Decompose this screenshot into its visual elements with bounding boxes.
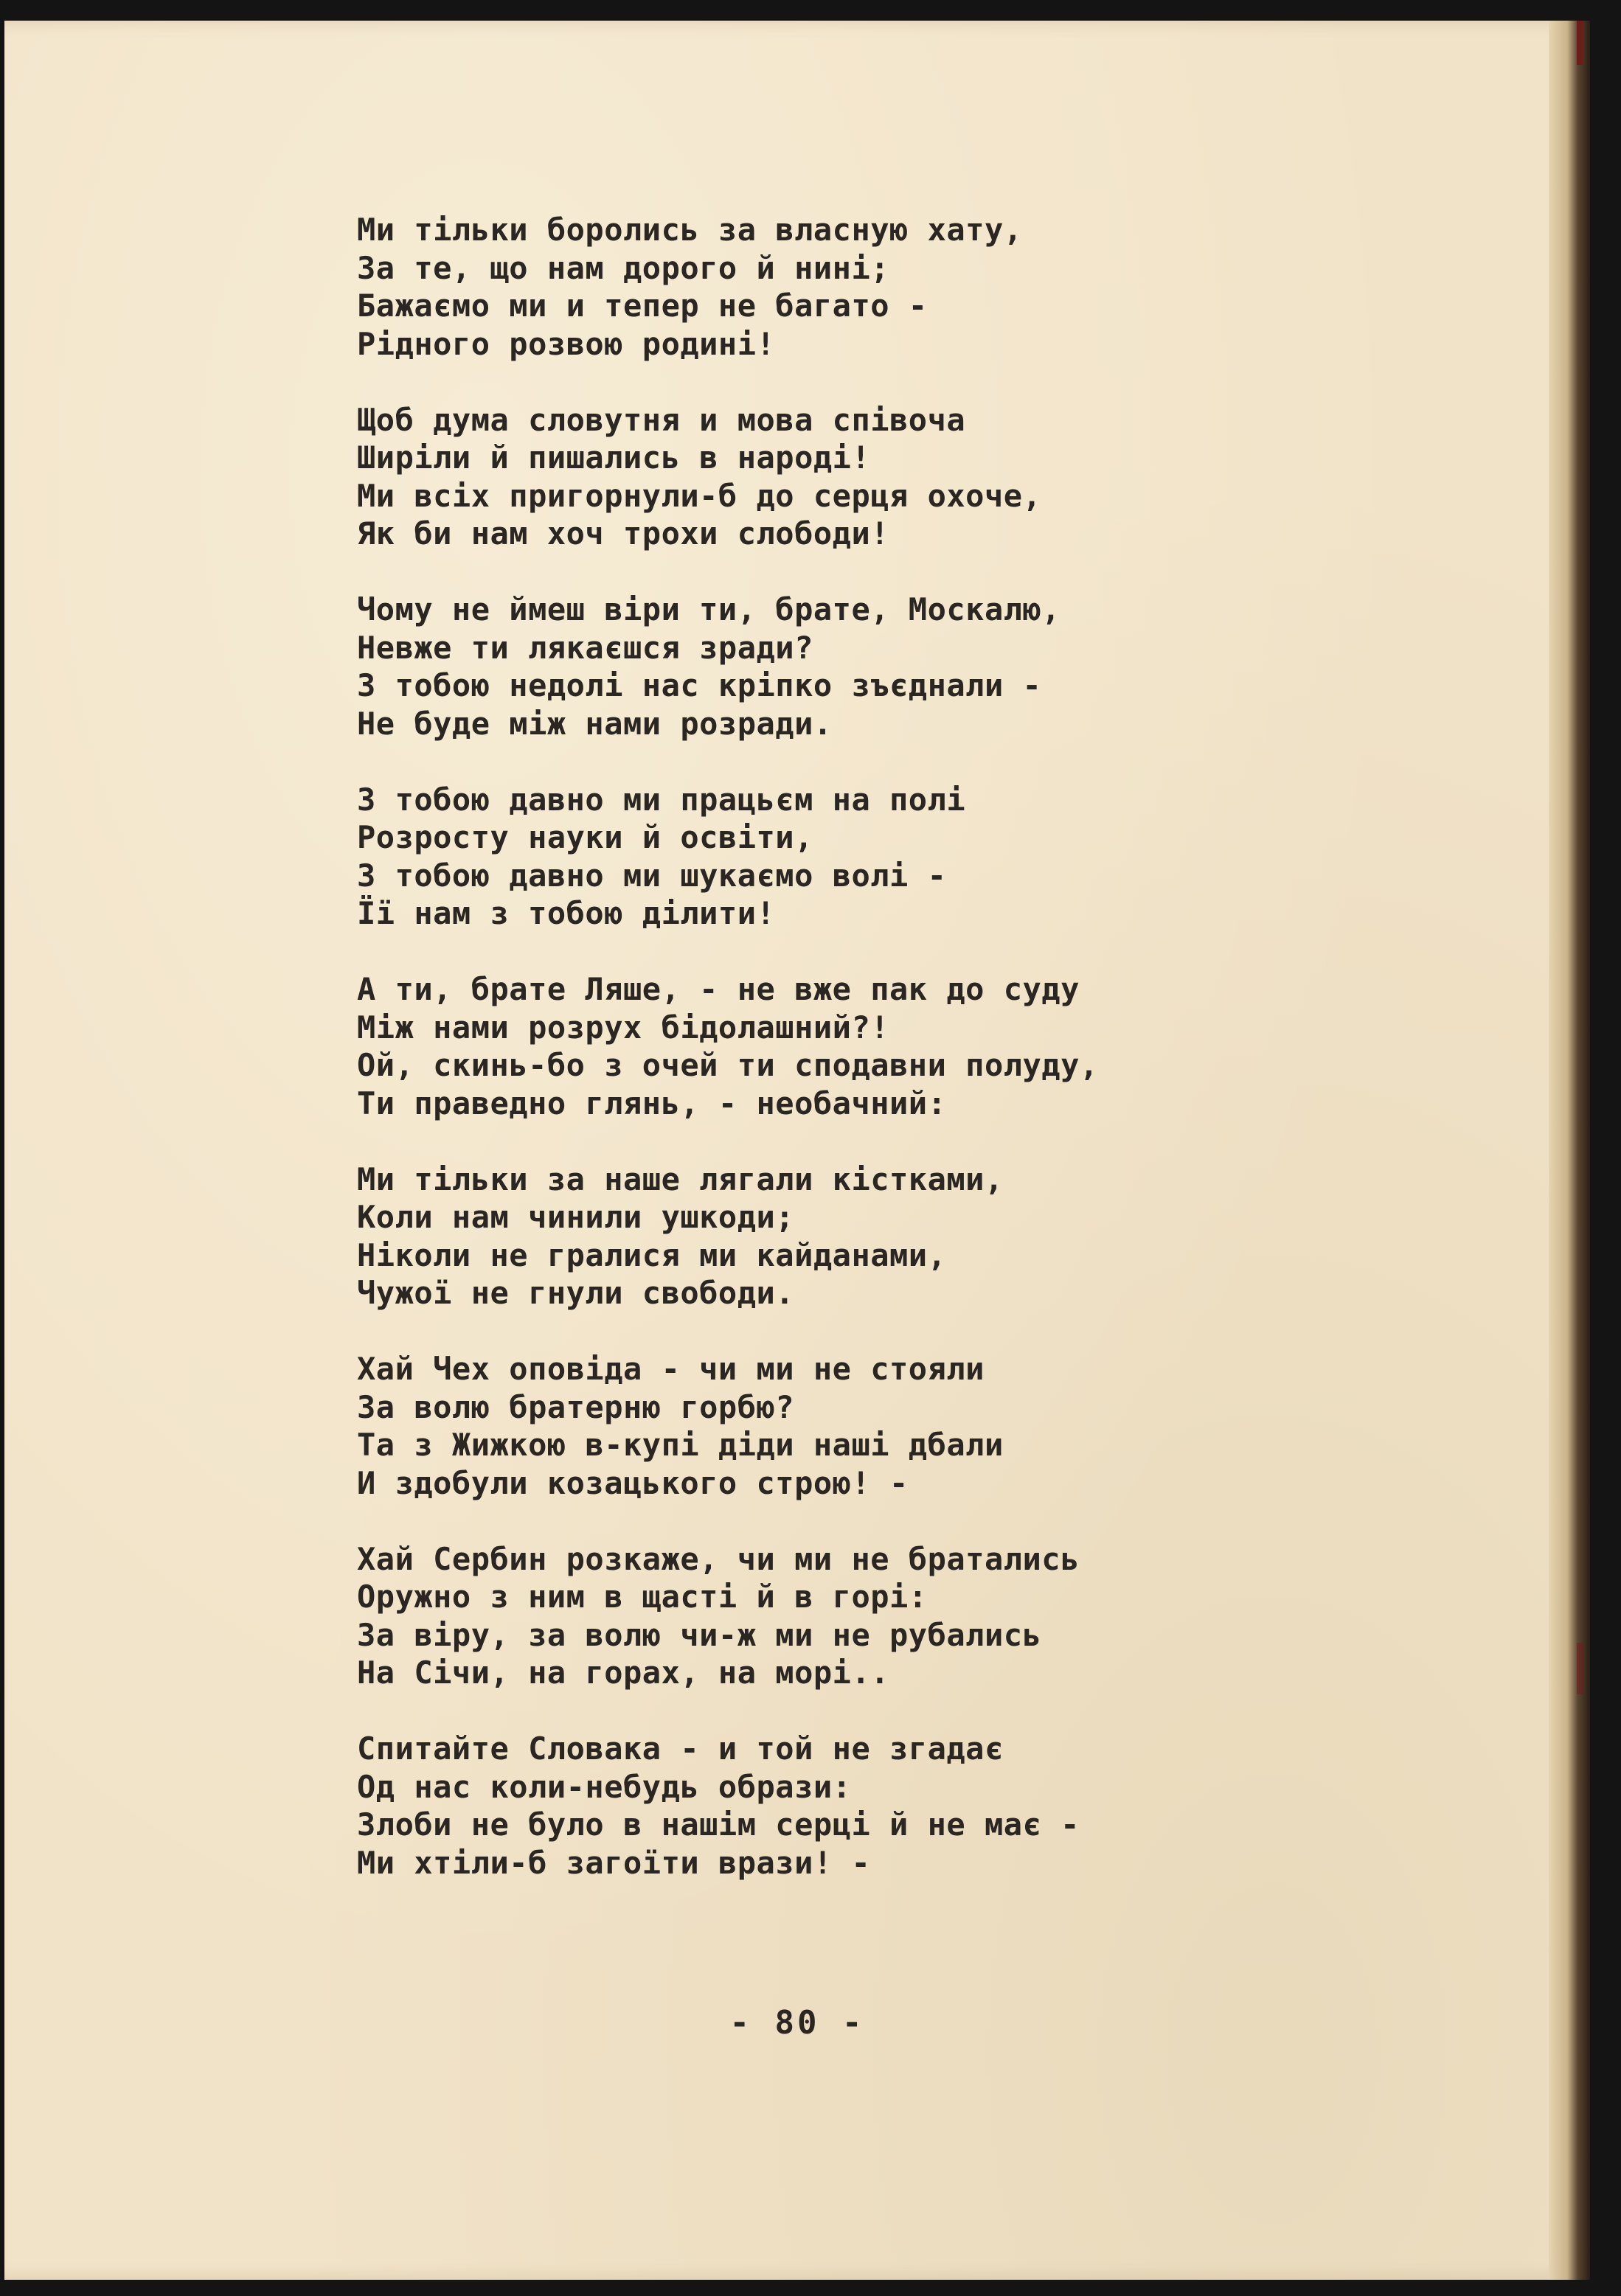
- poem-line: Спитайте Словака - и той не згадає: [357, 1730, 1004, 1767]
- page-number: - 80 -: [729, 2004, 865, 2042]
- poem-line: Щоб дума словутня и мова співоча: [357, 401, 966, 438]
- stanza-6: [357, 1161, 1552, 1312]
- spine-edge-mark: [1577, 1643, 1584, 1694]
- poem-line: З тобою давно ми працьєм на полі: [357, 781, 966, 818]
- poem-line: Чужої не гнули свободи.: [357, 1275, 795, 1311]
- poem-line: Од нас коли-небудь образи:: [357, 1768, 852, 1805]
- poem-line: Її нам з тобою ділити!: [357, 895, 776, 931]
- stanza-8: [357, 1540, 1552, 1692]
- poem-line: Оружно з ним в щасті й в горі:: [357, 1579, 928, 1615]
- poem-line: Чому не ймеш віри ти, брате, Москалю,: [357, 591, 1061, 627]
- poem-line: За те, що нам дорого й нині;: [357, 249, 890, 286]
- stanza-2: [357, 401, 1552, 553]
- poem-line: А ти, брате Ляше, - не вже пак до суду: [357, 971, 1080, 1007]
- spine-edge-mark: [1577, 21, 1584, 65]
- poem-line: Злоби не було в нашім серці й не має -: [357, 1806, 1080, 1843]
- stanza-5: [357, 970, 1552, 1122]
- poem-line: Ти праведно глянь, - необачний:: [357, 1085, 947, 1121]
- poem-line: Розросту науки й освіти,: [357, 819, 813, 855]
- poem-line: Коли нам чинили ушкоди;: [357, 1199, 795, 1235]
- poem-line: Ми всіх пригорнули-б до серця охоче,: [357, 477, 1042, 514]
- poem-line: Між нами розрух бідолашний?!: [357, 1009, 890, 1046]
- stanza-1: [357, 211, 1552, 363]
- poem-line: З тобою давно ми шукаємо волі -: [357, 857, 947, 894]
- poem-line: З тобою недолі нас кріпко зъєднали -: [357, 667, 1042, 703]
- stanza-9: [357, 1730, 1552, 1882]
- poem-line: И здобули козацького строю! -: [357, 1464, 909, 1501]
- poem-line: Ніколи не гралися ми кайданами,: [357, 1236, 947, 1273]
- poem-line: На Січи, на горах, на морі..: [357, 1655, 890, 1691]
- poem-line: Ой, скинь-бо з очей ти сподавни полуду,: [357, 1047, 1099, 1083]
- stanza-7: [357, 1350, 1552, 1502]
- poem-line: Хай Сербин розкаже, чи ми не братались: [357, 1540, 1080, 1577]
- poem-line: За віру, за волю чи-ж ми не рубались: [357, 1616, 1042, 1653]
- poem-line: Бажаємо ми и тепер не багато -: [357, 288, 928, 324]
- poem-line: Та з Жижкою в-купі діди наші дбали: [357, 1427, 1004, 1463]
- poem-line: Ми тільки боролись за власную хату,: [357, 212, 1023, 248]
- stanza-4: [357, 781, 1552, 933]
- stanza-3: [357, 591, 1552, 742]
- poem-line: Як би нам хоч трохи слободи!: [357, 515, 890, 552]
- poem-line: Не буде між нами розради.: [357, 705, 833, 742]
- book-spine: [1549, 21, 1590, 2280]
- poem-line: Невже ти лякаєшся зради?: [357, 629, 813, 666]
- poem-line: За волю братерню горбю?: [357, 1388, 795, 1425]
- poem-line: Ми хтіли-б загоїти врази! -: [357, 1844, 871, 1881]
- poem-line: Ми тільки за наше лягали кістками,: [357, 1161, 1004, 1197]
- book-page: [4, 21, 1590, 2280]
- poem-text: [357, 211, 1552, 1920]
- poem-line: Рідного розвою родині!: [357, 325, 776, 362]
- poem-line: Ширіли й пишались в народі!: [357, 439, 871, 476]
- poem-line: Хай Чех оповіда - чи ми не стояли: [357, 1351, 985, 1387]
